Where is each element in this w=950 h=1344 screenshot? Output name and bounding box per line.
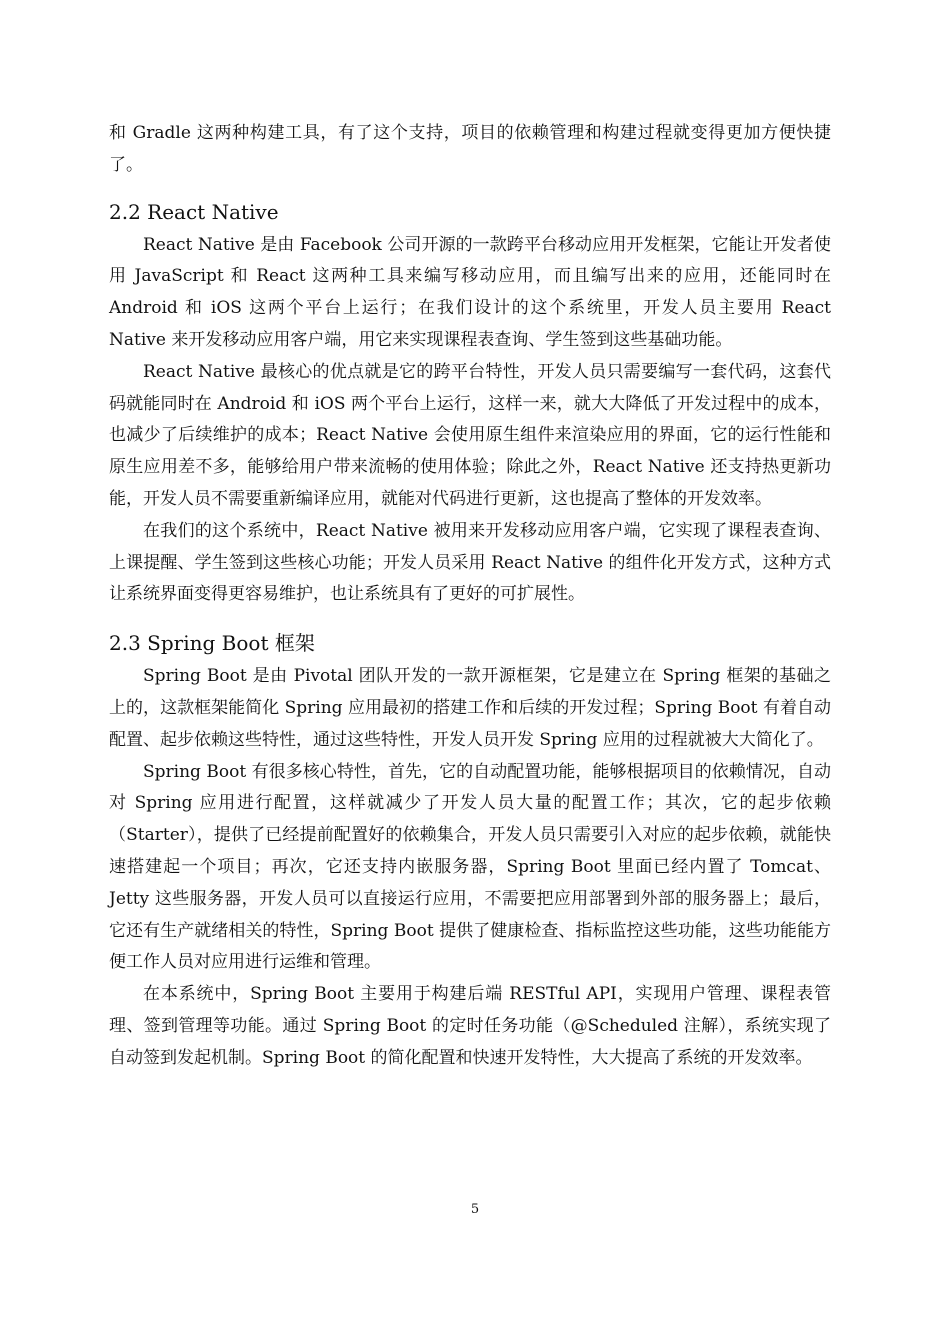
paragraph-2-2-3: 在我们的这个系统中，React Native 被用来开发移动应用客户端，它实现了课程表查询、上课提醒、学生签到这些核心功能；开发人员采用 React Native 的组件化开发方式，这种方式让系统界面变得更容易维护，也让系统具有了更好的可扩展性。 (109, 520, 831, 605)
paragraph-2-2-1: React Native 是由 Facebook 公司开源的一款跨平台移动应用开发框架，它能让开发者使用 JavaScript 和 React 这两种工具来编写移动应用，而且编写出来的应用，还能同时在 Android 和 iOS 这两个平台上运行；在我们设计的这个系统里，开发人员主要用 React Native 来开发移动应用客户端，用它来实现课程表查询、学生签到这些基础功能。 (109, 234, 831, 350)
page-body (109, 118, 831, 1075)
paragraph-2-3-2: Spring Boot 有很多核心特性，首先，它的自动配置功能，能够根据项目的依赖情况，自动对 Spring 应用进行配置，这样就减少了开发人员大量的配置工作；其次，它的起步依赖（Starter），提供了已经提前配置好的依赖集合，开发人员只需要引入对应的起步依赖，就能快速搭建起一个项目；再次，它还支持内嵌服务器，Spring Boot 里面已经内置了 Tomcat、Jetty 这些服务器，开发人员可以直接运行应用，不需要把应用部署到外部的服务器上；最后，它还有生产就绪相关的特性，Spring Boot 提供了健康检查、指标监控这些功能，这些功能能方便工作人员对应用进行运维和管理。 (109, 761, 831, 973)
page-number: 5 (470, 1202, 480, 1217)
section-heading-2-2: 2.2 React Native (109, 199, 279, 224)
paragraph-2-3-3: 在本系统中，Spring Boot 主要用于构建后端 RESTful API，实现用户管理、课程表管理、签到管理等功能。通过 Spring Boot 的定时任务功能（@Scheduled 注解），系统实现了自动签到发起机制。Spring Boot 的简化配置和快速开发特性，大大提高了系统的开发效率。 (109, 984, 831, 1068)
paragraph-2-3-1: Spring Boot 是由 Pivotal 团队开发的一款开源框架，它是建立在 Spring 框架的基础之上的，这款框架能简化 Spring 应用最初的搭建工作和后续的开发过程；Spring Boot 有着自动配置、起步依赖这些特性，通过这些特性，开发人员开发 Spring 应用的过程就被大大简化了。 (109, 666, 831, 750)
paragraph-2-2-2: React Native 最核心的优点就是它的跨平台特性，开发人员只需要编写一套代码，这套代码就能同时在 Android 和 iOS 两个平台上运行，这样一来，就大大降低了开发过程中的成本，也减少了后续维护的成本；React Native 会使用原生组件来渲染应用的界面，它的运行性能和原生应用差不多，能够给用户带来流畅的使用体验；除此之外，React Native 还支持热更新功能，开发人员不需要重新编译应用，就能对代码进行更新，这也提高了整体的开发效率。 (109, 361, 831, 509)
continuation-paragraph: 和 Gradle 这两种构建工具，有了这个支持，项目的依赖管理和构建过程就变得更加方便快捷了。 (109, 123, 831, 175)
section-heading-2-3: 2.3 Spring Boot 框架 (109, 631, 315, 656)
